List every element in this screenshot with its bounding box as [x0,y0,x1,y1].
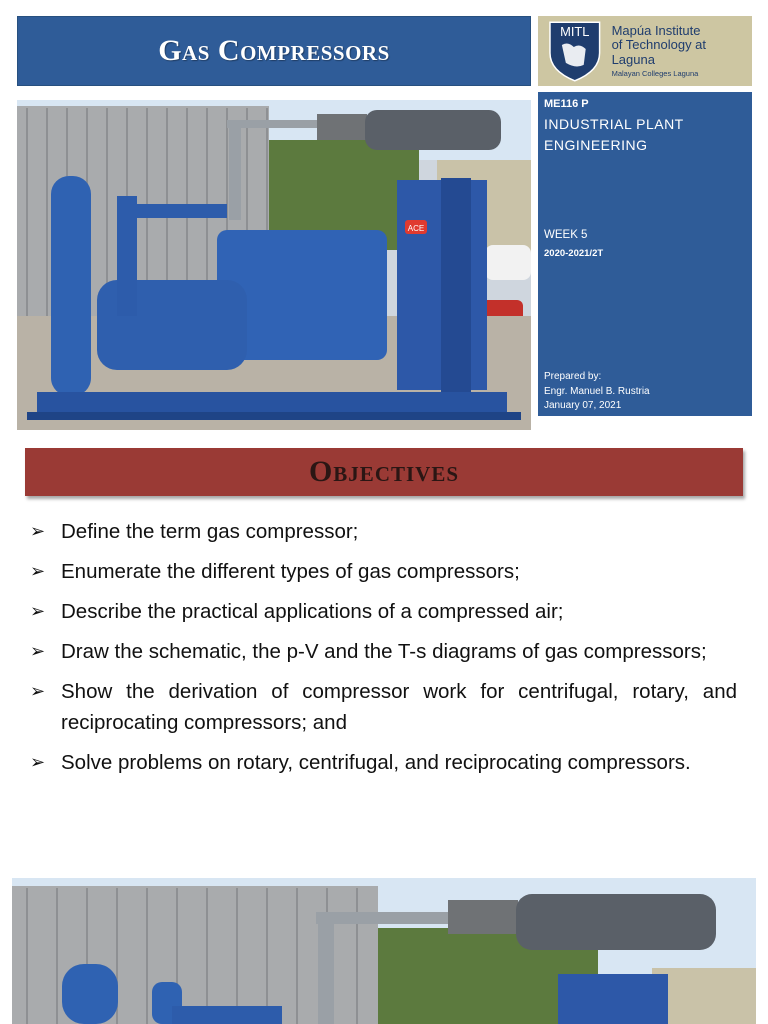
institution-logo [538,16,752,86]
logo-line-3: Malayan Colleges Laguna [611,68,699,78]
list-item: ➢ Describe the practical applications of a compressed air; [30,596,737,627]
course-info-panel [538,92,752,416]
logo-abbr: MITL [560,24,590,40]
author-name: Engr. Manuel B. Rustria [544,385,650,397]
arrow-bullet-icon: ➢ [30,521,46,541]
list-item: ➢ Show the derivation of compressor work for centrifugal, rotary, and reciprocating compressors; and [30,676,737,738]
list-item: ➢ Enumerate the different types of gas compressors; [30,556,737,587]
logo-line-2: of Technology at Laguna [611,37,707,67]
arrow-bullet-icon: ➢ [30,752,46,772]
list-item: ➢ Solve problems on rotary, centrifugal, and reciprocating compressors. [30,747,737,778]
objectives-banner [25,448,743,496]
shield-crest-icon [546,19,604,83]
arrow-bullet-icon: ➢ [30,641,46,661]
arrow-bullet-icon: ➢ [30,601,46,621]
ace-badge: ACE [407,224,425,233]
arrow-bullet-icon: ➢ [30,681,46,701]
date-label: January 07, 2021 [544,400,622,411]
title-banner [17,16,531,86]
list-item: ➢ Draw the schematic, the p-V and the T-s diagrams of gas compressors; [30,636,737,667]
course-name: INDUSTRIAL PLANT ENGINEERING [544,116,684,153]
compressor-photo [17,100,531,430]
objectives-heading: Objectives [308,455,460,488]
list-item: ➢ Define the term gas compressor; [30,516,737,547]
logo-line-1: Mapúa Institute [611,22,701,38]
prepared-by-block [544,370,650,414]
slide-title: Gas Compressors [158,34,390,67]
prepared-label: Prepared by: [544,371,602,382]
arrow-bullet-icon: ➢ [30,561,46,581]
term-label: 2020-2021/2T [544,248,604,259]
objectives-list [30,516,737,787]
course-code: ME116 P [544,98,589,110]
week-label: WEEK 5 [544,229,588,241]
compressor-photo-repeat [12,878,756,1024]
